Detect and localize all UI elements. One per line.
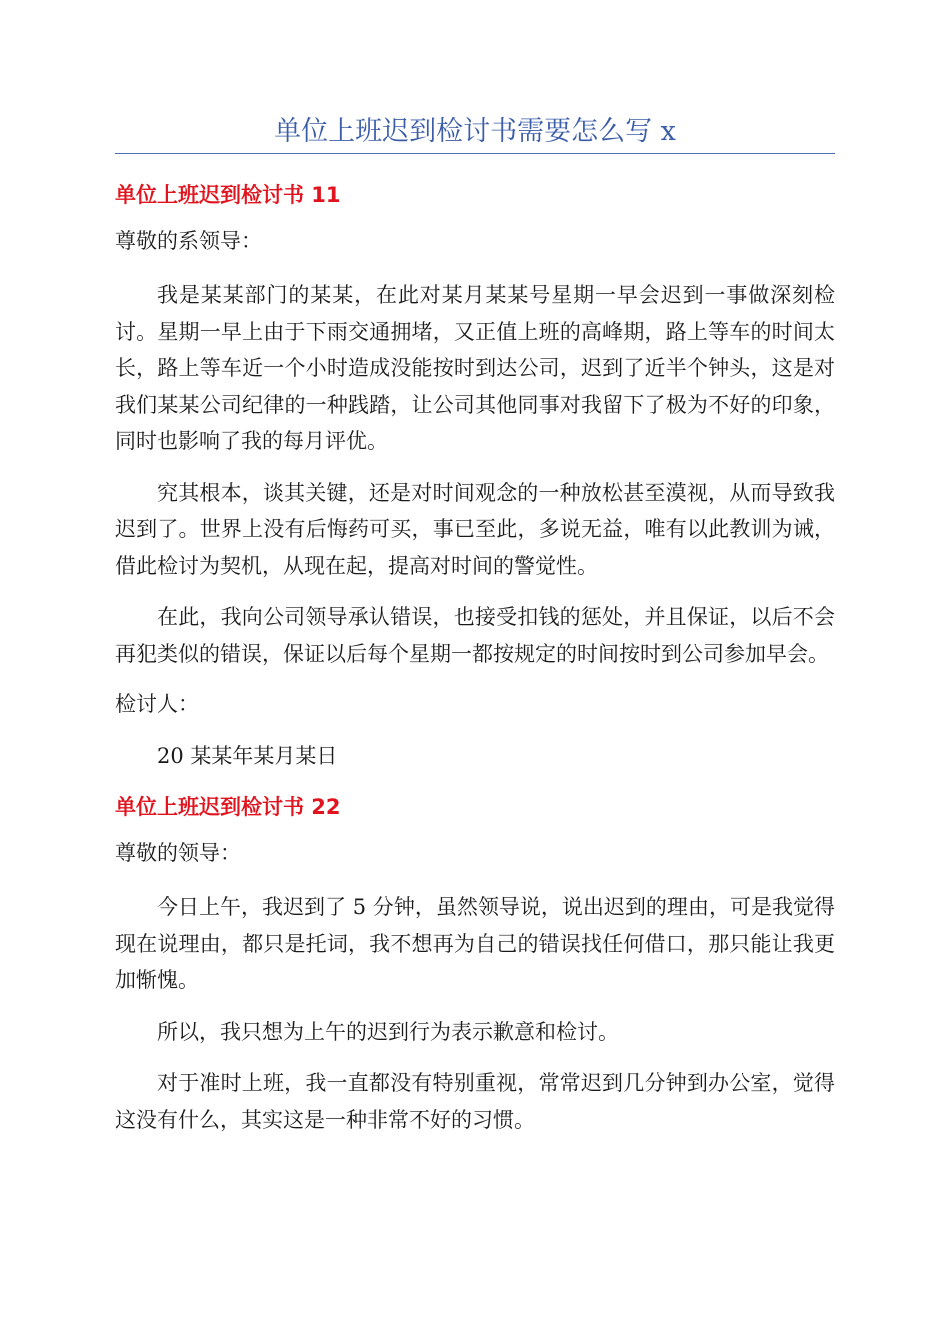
signature-date: 20 某某年某月某日 <box>157 744 338 768</box>
title-underline <box>115 153 835 154</box>
body-paragraph: 对于准时上班，我一直都没有特别重视，常常迟到几分钟到办公室，觉得这没有什么，其实这是一种非常不好的习惯。 <box>115 1071 835 1132</box>
section-1 <box>115 178 835 773</box>
body-paragraph: 今日上午，我迟到了 5 分钟，虽然领导说，说出迟到的理由，可是我觉得现在说理由，都只是托词，我不想再为自己的错误找任何借口，那只能让我更加惭愧。 <box>115 895 835 992</box>
section-2 <box>115 790 835 1138</box>
body-paragraph: 究其根本，谈其关键，还是对时间观念的一种放松甚至漠视，从而导致我迟到了。世界上没有后悔药可买，事已至此，多说无益，唯有以此教训为诫，借此检讨为契机，从现在起，提高对时间的警觉性。 <box>115 480 835 578</box>
body-paragraph: 在此，我向公司领导承认错误，也接受扣钱的惩处，并且保证，以后不会再犯类似的错误，保证以后每个星期一都按规定的时间按时到公司参加早会。 <box>115 605 835 666</box>
signer-label: 检讨人： <box>115 692 199 716</box>
document-body <box>115 178 835 1153</box>
section-heading: 单位上班迟到检讨书 22 <box>115 795 341 819</box>
document-title: 单位上班迟到检讨书需要怎么写 x <box>274 116 676 147</box>
body-paragraph: 所以，我只想为上午的迟到行为表示歉意和检讨。 <box>157 1019 619 1044</box>
salutation: 尊敬的系领导： <box>115 229 262 253</box>
salutation: 尊敬的领导： <box>115 841 241 865</box>
section-heading: 单位上班迟到检讨书 11 <box>115 183 341 207</box>
body-paragraph: 我是某某部门的某某，在此对某月某某号星期一早会迟到一事做深刻检讨。星期一早上由于下雨交通拥堵，又正值上班的高峰期，路上等车的时间太长，路上等车近一个小时造成没能按时到达公司，迟到了近半个钟头，这是对我们某某公司纪律的一种践踏，让公司其他同事对我留下了极为不好的印象，同时也影响了我的每月评优。 <box>115 283 835 453</box>
